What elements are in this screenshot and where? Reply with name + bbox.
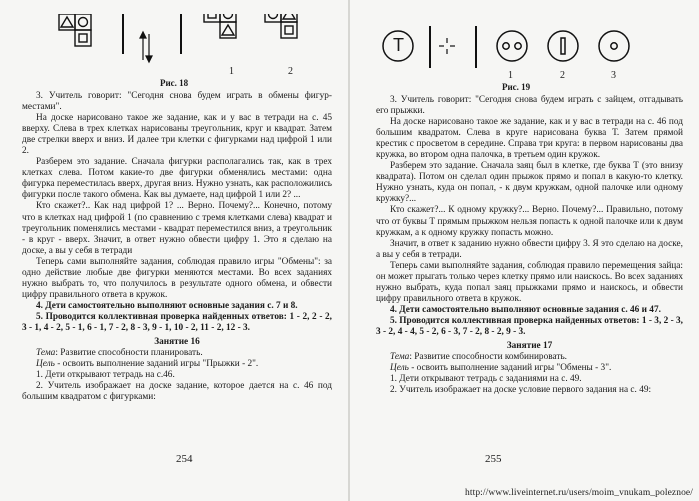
option-stick xyxy=(548,31,578,61)
figure-caption: Рис. 19 xyxy=(502,82,531,92)
option-two-circles xyxy=(497,31,527,61)
figure-option-label: 3 xyxy=(611,70,616,81)
paragraph xyxy=(376,305,683,316)
right-text-block xyxy=(376,95,683,396)
goal-text: - освоить выполнение заданий игры "Обмены - 3". xyxy=(408,363,612,374)
right-page xyxy=(350,0,699,501)
goal-label: Цель xyxy=(390,363,409,374)
goal-label: Цель xyxy=(36,359,55,370)
figure-option-label: 1 xyxy=(229,66,234,77)
figure-option-label: 2 xyxy=(288,66,293,77)
figure-option-label: 1 xyxy=(508,70,513,81)
figure-18 xyxy=(45,14,315,86)
paragraph xyxy=(22,312,332,334)
paragraph: На доске нарисовано такое же задание, как и у вас в тетради на с. 45 вверху. Слева в трех клетках нарисованы треугольник, круг и квадрат. Затем две стрелки вверх и вниз. И далее три клетки с фигурками над цифрой 1 или 2. xyxy=(22,113,332,157)
left-text-block xyxy=(22,91,332,403)
goal-text: - освоить выполнение заданий игры "Прыжки - 2". xyxy=(54,359,259,370)
option-one-circle xyxy=(599,31,629,61)
triangle-shape xyxy=(61,17,73,27)
paragraph: Кто скажет?.. Как над цифрой 1? ... Верно. Почему?... Конечно, потому что в клетках над цифрой 1 (по сравнению с тремя клетками слева) квадрат и треугольник поменялись местами - квадрат переместился вниз, а треугольник - в круг - вверх. Значит, в ответ нужно обвести цифру 1. Это я сделаю на доске, а вы у себя в тетради xyxy=(22,201,332,256)
cell-square xyxy=(75,30,91,46)
figure-option-label: 2 xyxy=(560,70,565,81)
paragraph: На доске нарисовано такое же задание, как и у вас в тетради на с. 46 под большим квадратом. Слева в круге нарисована буква Т. Затем прямой крестик с просветом в середине. Справа три круга: в первом нарисованы два кружка, во втором одна палочка, в третьем один кружок. xyxy=(376,117,683,161)
paragraph xyxy=(376,316,683,338)
theme-text: : Развитие способности комбинировать. xyxy=(409,352,568,363)
page-number: 254 xyxy=(176,453,193,465)
watermark-url: http://www.liveinternet.ru/users/moim_vnukam_poleznoe/ xyxy=(465,488,693,498)
cell-circle xyxy=(75,14,91,30)
paragraph: Теперь сами выполняйте задания, соблюдая правило перемещения зайца: он может прыгать только через клетку прямо или наискось. Во всех заданиях нужно выбрать, куда попал заяц прыжками прямо и наискось, и обвести цифру правильного ответа в кружок. xyxy=(376,260,683,304)
theme-label: Тема xyxy=(36,348,56,359)
paragraph: Теперь сами выполняйте задания, соблюдая правило игры "Обмены": за одно действие любые две фигурки меняются местами. Во всех заданиях нужно выбрать то, что получилось в результате одного обмена, и обвести цифру правильного ответа в кружок. xyxy=(22,256,332,300)
answers-list: 1 - 3, 2 - 3, 3 - 2, 4 - 4, 5 - 2, 6 - 3, 7 - 2, 8 - 2, 9 - 3. xyxy=(376,315,683,337)
theme-line xyxy=(376,352,683,363)
lesson-title: Занятие 17 xyxy=(506,341,553,352)
paragraph: Значит, в ответ к заданию нужно обвести цифру 3. Я это сделаю на доске, а вы у себя в тетради. xyxy=(376,238,683,260)
theme-text: : Развитие способности планировать. xyxy=(55,348,203,359)
step: 2. Учитель изображает на доске задание, которое дается на с. 46 под большим квадратом с фигурками: xyxy=(22,381,332,403)
paragraph: 3. Учитель говорит: "Сегодня снова будем играть с зайцем, отгадывать его прыжки. xyxy=(376,95,683,117)
figure-19 xyxy=(380,24,680,78)
theme-label: Тема xyxy=(390,352,410,363)
goal-line xyxy=(376,363,683,374)
paragraph-bold: 4. Дети самостоятельно выполняют основные задания с. 46 и 47. xyxy=(390,304,661,315)
paragraph: Разберем это задание. Сначала заяц был в клетке, где буква Т (это внизу квадрата). Потом он сделал один прыжок прямо и попал в какую-то клетку. Нужно узнать, куда он попал, - к двум кружкам, одной палочке или одному кружку?... xyxy=(376,161,683,205)
step: 1. Дети открывают тетрадь на с.46. xyxy=(36,370,175,381)
lesson-title: Занятие 16 xyxy=(154,337,200,348)
paragraph-bold: 4. Дети самостоятельно выполняют основные задания с. 7 и 8. xyxy=(36,300,298,311)
figure-letter: Т xyxy=(393,35,404,55)
theme-line xyxy=(22,348,332,359)
cross-with-gap-icon xyxy=(439,38,455,54)
paragraph: Кто скажет?... К одному кружку?... Верно. Почему?... Правильно, потому что от буквы Т прямым прыжком нельзя попасть к одной палочке или к двум кружкам, а к одному кружку попасть можно. xyxy=(376,205,683,238)
square-shape xyxy=(79,34,87,42)
paragraph-bold: 5. Проводится коллективная проверка найденных ответов: xyxy=(390,315,640,326)
page-number: 255 xyxy=(485,453,502,465)
step: 1. Дети открывают тетрадь с заданиями на с. 49. xyxy=(390,374,582,385)
paragraph: 3. Учитель говорит: "Сегодня снова будем играть в обмены фигур-местами". xyxy=(22,91,332,113)
circle-shape xyxy=(79,18,88,27)
answers-list: 1 - 2, 2 - 2, 3 - 1, 4 - 2, 5 - 1, 6 - 1, 7 - 2, 8 - 3, 9 - 1, 10 - 2, 11 - 2, 12 - 3. xyxy=(22,311,332,333)
up-down-arrows-icon xyxy=(140,32,152,62)
paragraph xyxy=(22,301,332,312)
goal-line xyxy=(22,359,332,370)
step: 2. Учитель изображает на доске условие первого задания на с. 49: xyxy=(390,385,652,396)
figure-caption: Рис. 18 xyxy=(160,78,189,88)
paragraph: Разберем это задание. Сначала фигурки располагались так, как в трех клетках слева. Потом какие-то две фигурки обменялись местами: одна фигурка переместилась вверх, другая вниз. Нужно узнать, как расположились фигурки после такого обмена. Как вы думаете, над цифрой 1 или 2? ... xyxy=(22,157,332,201)
paragraph-bold: 5. Проводится коллективная проверка найденных ответов: xyxy=(36,311,287,322)
